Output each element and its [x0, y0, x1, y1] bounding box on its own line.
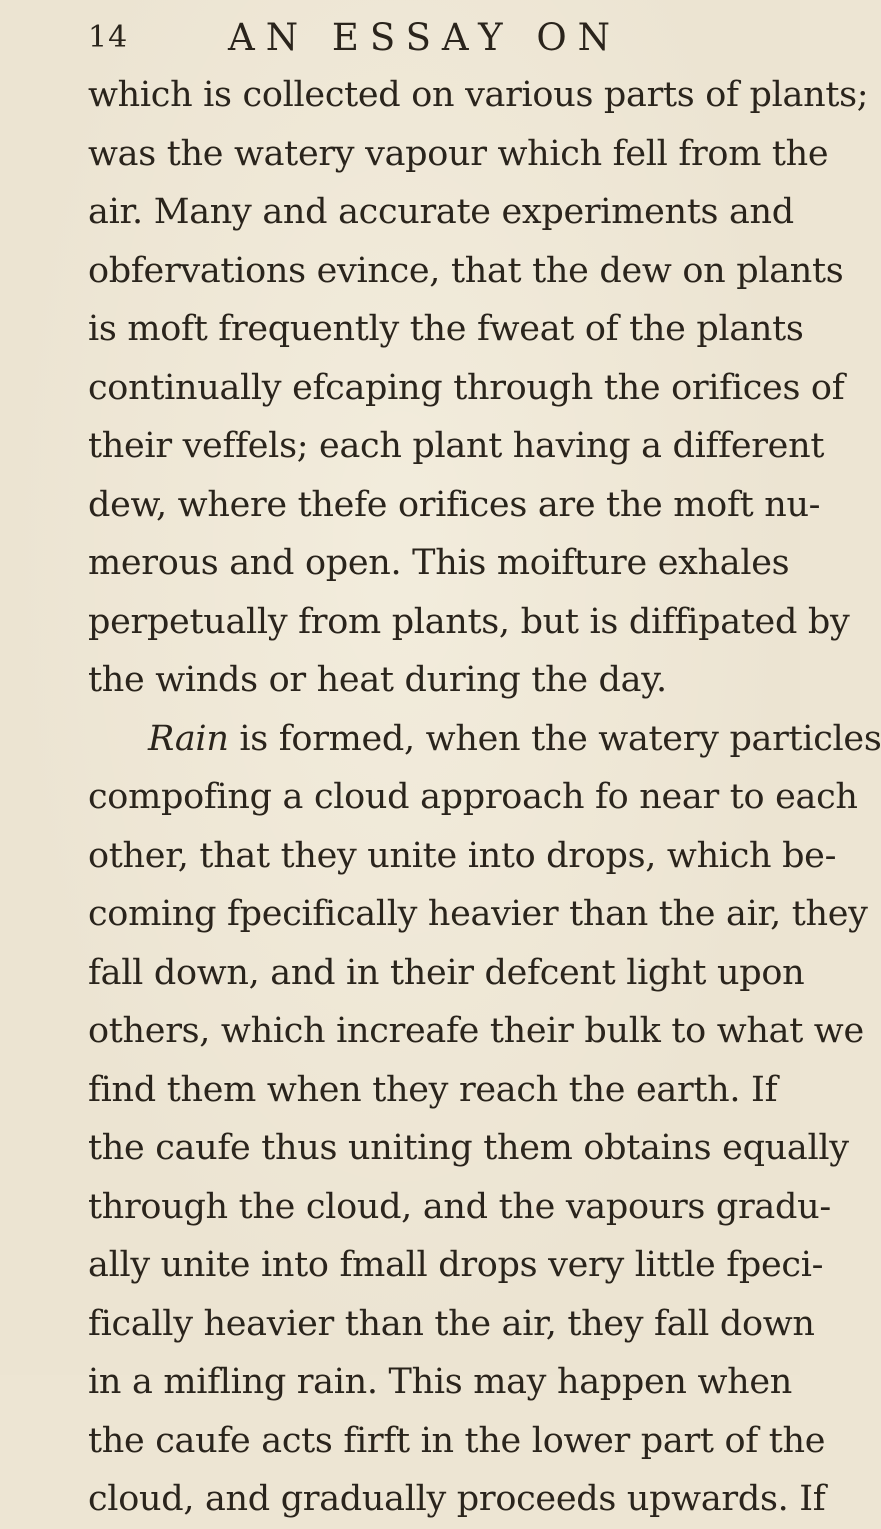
body-text	[88, 66, 881, 1529]
text-line: dew, where thefe orifices are the moft nu-	[88, 484, 821, 525]
text-line: other, that they unite into drops, which be-	[88, 835, 837, 876]
text-line: fall down, and in their defcent light upon	[88, 952, 805, 993]
running-title: AN ESSAY ON	[228, 16, 622, 59]
page-header	[88, 12, 768, 72]
text-line: cloud, and gradually proceeds upwards. If	[88, 1479, 826, 1519]
paragraph-first-line	[88, 710, 881, 769]
text-line: ally unite into fmall drops very little fpeci-	[88, 1245, 824, 1285]
text-line: through the cloud, and the vapours gradu-	[88, 1186, 831, 1227]
text-line: perpetually from plants, but is diffipated by	[88, 601, 850, 642]
text-line: obfervations evince, that the dew on plants	[88, 250, 844, 291]
text-line: fically heavier than the air, they fall down	[88, 1303, 815, 1344]
text-line: the caufe thus uniting them obtains equally	[88, 1128, 849, 1168]
text-line: coming fpecifically heavier than the air, they	[88, 894, 868, 934]
text-line-rest: is formed, when the watery particles	[239, 718, 881, 759]
text-line: which is collected on various parts of plants;	[88, 75, 869, 115]
text-line: find them when they reach the earth. If	[88, 1069, 778, 1110]
text-line: compofing a cloud approach fo near to each	[88, 777, 858, 817]
text-line: the winds or heat during the day.	[88, 660, 667, 700]
text-line: was the watery vapour which fell from the	[88, 133, 829, 174]
text-line: in a mifling rain. This may happen when	[88, 1362, 793, 1402]
text-line: the caufe acts firft in the lower part of the	[88, 1420, 826, 1461]
text-line: continually efcaping through the orifices of	[88, 367, 845, 408]
text-line: others, which increafe their bulk to what we	[88, 1011, 864, 1051]
text-line: is moft frequently the fweat of the plants	[88, 309, 804, 349]
page-number: 14	[88, 20, 129, 55]
text-line: merous and open. This moifture exhales	[88, 543, 790, 583]
text-line: air. Many and accurate experiments and	[88, 192, 794, 232]
italic-word: Rain	[148, 718, 229, 759]
text-line: their veffels; each plant having a different	[88, 426, 825, 466]
